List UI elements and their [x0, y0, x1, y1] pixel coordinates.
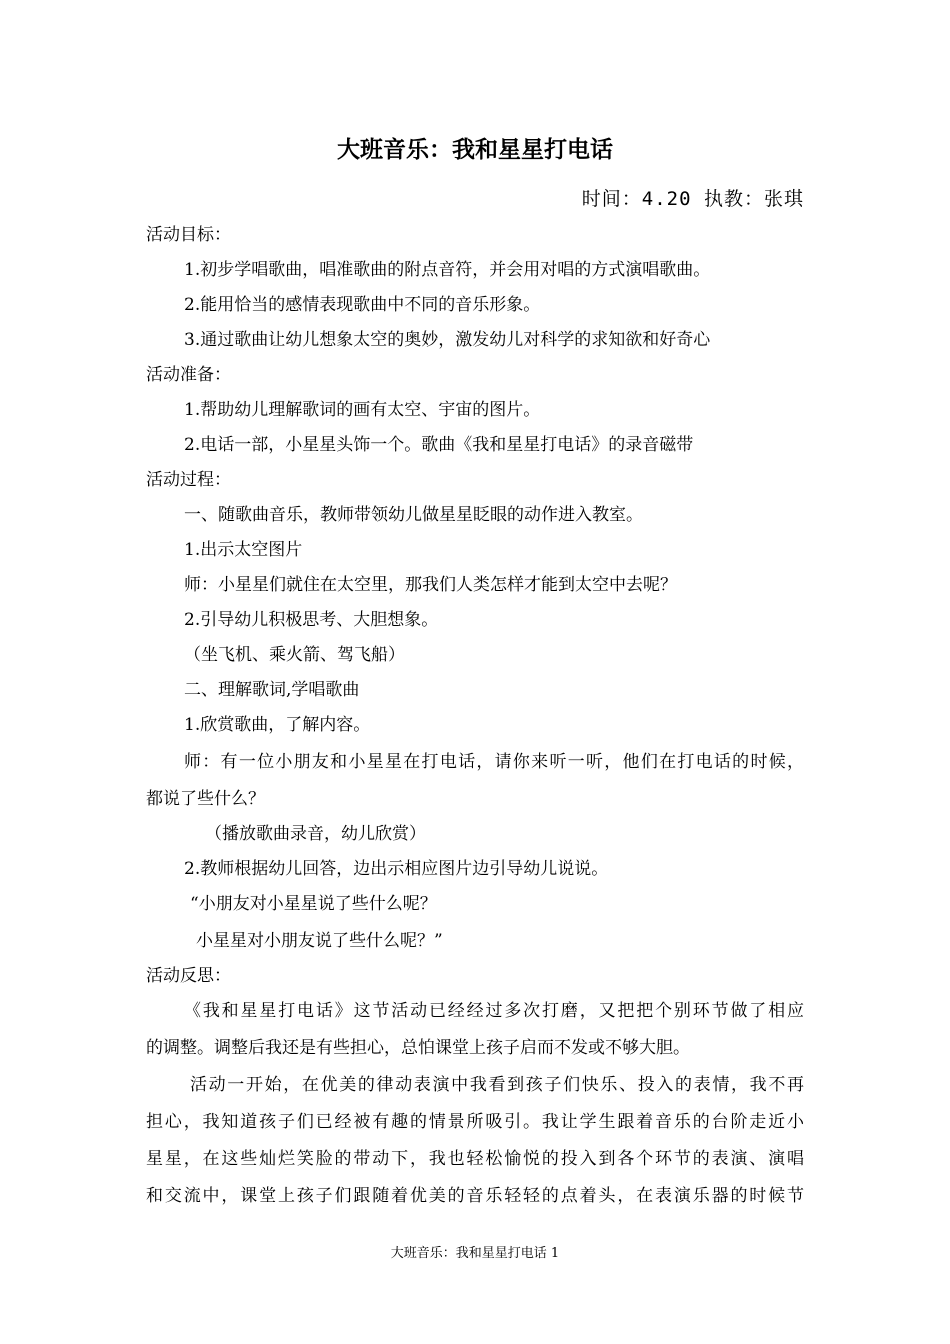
reflect-1a-text: 《我和星星打电话》这节活动已经经过多次打磨，又把把个别环节做了相应 — [184, 1001, 804, 1021]
goals-heading: 活动目标： — [146, 225, 231, 245]
document-title: 大班音乐：我和星星打电话 — [337, 137, 613, 163]
prep-2: 2.电话一部，小星星头饰一个。歌曲《我和星星打电话》的录音磁带 — [184, 435, 694, 455]
process-step-11: “小朋友对小星星说了些什么呢？ — [190, 894, 437, 914]
process-step-8b: 都说了些什么？ — [146, 789, 265, 809]
reflect-2a-text: 活动一开始，在优美的律动表演中我看到孩子们快乐、投入的表情，我不再 — [190, 1075, 804, 1095]
process-step-8a — [184, 749, 804, 775]
process-step-4: 2.引导幼儿积极思考、大胆想象。 — [184, 610, 439, 630]
process-step-10: 2.教师根据幼儿回答，边出示相应图片边引导幼儿说说。 — [184, 859, 609, 879]
process-step-3: 师：小星星们就住在太空里，那我们人类怎样才能到太空中去呢？ — [184, 575, 677, 595]
process-step-9: （播放歌曲录音，幼儿欣赏） — [205, 824, 426, 844]
prep-heading: 活动准备： — [146, 365, 231, 385]
reflect-2b — [146, 1109, 804, 1135]
process-step-7: 1.欣赏歌曲，了解内容。 — [184, 715, 371, 735]
process-step-1: 一、随歌曲音乐，教师带领幼儿做星星眨眼的动作进入教室。 — [184, 505, 643, 525]
process-heading: 活动过程： — [146, 470, 231, 490]
prep-1: 1.帮助幼儿理解歌词的画有太空、宇宙的图片。 — [184, 400, 541, 420]
goal-1: 1.初步学唱歌曲，唱准歌曲的附点音符，并会用对唱的方式演唱歌曲。 — [184, 260, 711, 280]
process-step-5: （坐飞机、乘火箭、驾飞船） — [184, 645, 405, 665]
process-step-8a-text: 师：有一位小朋友和小星星在打电话，请你来听一听，他们在打电话的时候， — [184, 752, 804, 772]
goal-3: 3.通过歌曲让幼儿想象太空的奥妙，激发幼儿对科学的求知欲和好奇心 — [184, 330, 711, 350]
reflect-1a — [184, 998, 804, 1024]
reflect-2c-text: 星星，在这些灿烂笑脸的带动下，我也轻松愉悦的投入到各个环节的表演、演唱 — [146, 1149, 804, 1169]
process-step-12: 小星星对小朋友说了些什么呢？” — [196, 931, 443, 951]
reflect-2a — [190, 1072, 804, 1098]
date-teacher-line: 时间：4.20 执教：张琪 — [581, 188, 804, 210]
reflect-1b: 的调整。调整后我还是有些担心，总怕课堂上孩子启而不发或不够大胆。 — [146, 1038, 690, 1058]
reflect-2b-text: 担心，我知道孩子们已经被有趣的情景所吸引。我让学生跟着音乐的台阶走近小 — [146, 1112, 804, 1132]
process-step-6: 二、理解歌词,学唱歌曲 — [184, 680, 360, 700]
process-step-2: 1.出示太空图片 — [184, 540, 303, 560]
reflect-heading: 活动反思： — [146, 966, 231, 986]
reflect-2c — [146, 1146, 804, 1172]
goal-2: 2.能用恰当的感情表现歌曲中不同的音乐形象。 — [184, 295, 541, 315]
reflect-2d — [146, 1183, 804, 1209]
page-footer: 大班音乐：我和星星打电话 1 — [390, 1246, 560, 1261]
reflect-2d-text: 和交流中，课堂上孩子们跟随着优美的音乐轻轻的点着头，在表演乐器的时候节 — [146, 1186, 804, 1206]
